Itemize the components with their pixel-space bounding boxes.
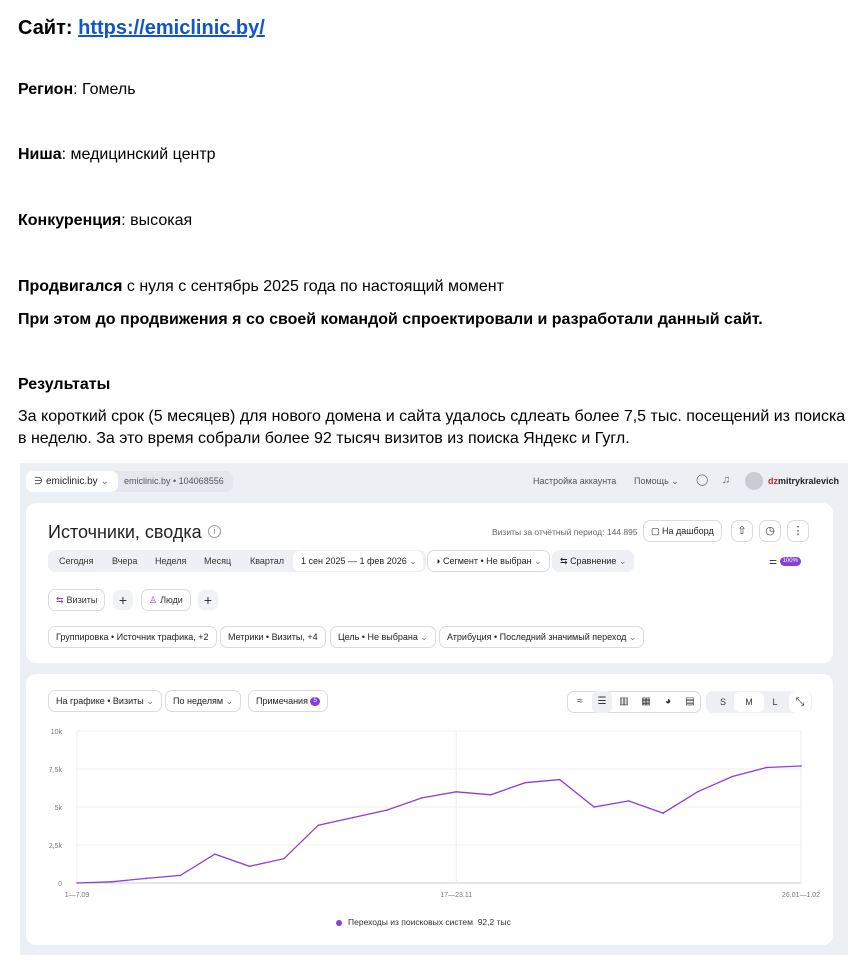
metric-people-label: Люди	[160, 595, 183, 605]
data-point	[283, 858, 285, 860]
data-point	[662, 812, 664, 814]
notes-label: Примечания	[256, 696, 308, 706]
more-icon[interactable]: ⋮	[787, 520, 809, 542]
user-name[interactable]	[768, 476, 839, 486]
site-link[interactable]: https://emiclinic.by/	[78, 17, 265, 39]
person-icon: ♙	[149, 595, 158, 605]
x-tick-label: 17—23.11	[440, 892, 473, 899]
chart-metric-label: На графике • Визиты	[56, 696, 144, 706]
chart-legend[interactable]	[336, 917, 511, 927]
data-point	[800, 765, 802, 767]
counter-id: emiclinic.by • 104068556	[124, 476, 224, 486]
help-menu[interactable]	[634, 476, 679, 487]
dashboard-icon: ▢	[651, 526, 660, 536]
chevron-down-icon: ⌄	[100, 476, 109, 487]
data-point	[111, 881, 113, 883]
compare-select[interactable]	[552, 550, 634, 572]
x-tick-label: 26.01—1.02	[781, 892, 821, 899]
pie-chart-icon[interactable]: ◕	[664, 696, 672, 707]
metric-visits-chip[interactable]	[48, 589, 105, 611]
metrics-select[interactable]: Метрики • Визиты, +4	[220, 626, 326, 648]
date-range: 1 сен 2025 — 1 фев 2026	[301, 556, 407, 566]
visits-line-chart	[26, 674, 833, 945]
region-value: : Гомель	[73, 81, 136, 98]
data-point	[386, 809, 388, 811]
share-icon[interactable]: ⇧	[731, 520, 753, 542]
period-week[interactable]: Неделя	[155, 556, 187, 566]
area-chart-icon[interactable]: ☰	[592, 691, 612, 713]
y-tick-label: 0	[58, 881, 62, 888]
date-range-picker[interactable]	[293, 551, 423, 571]
series-line	[77, 766, 801, 883]
to-dashboard-label: На дашборд	[662, 526, 714, 536]
segment-select[interactable]	[427, 550, 550, 572]
segment-icon: ◑	[435, 556, 441, 566]
competition-label: Конкуренция	[18, 212, 122, 229]
user-prefix: dz	[768, 476, 778, 486]
site-label: Сайт:	[18, 17, 73, 39]
sliders-icon: ⚌	[769, 556, 778, 566]
niche-value: : медицинский центр	[61, 146, 216, 163]
attribution-label: Атрибуция • Последний значимый переход	[447, 632, 627, 642]
page-title: Источники, сводка	[48, 522, 202, 542]
counter-select[interactable]	[26, 471, 118, 492]
compare-icon: ⇆	[560, 556, 568, 566]
chart-card	[26, 674, 833, 945]
chevron-down-icon: ⌄	[146, 696, 154, 706]
chevron-down-icon: ⌄	[420, 632, 428, 642]
goal-select[interactable]	[330, 626, 436, 648]
data-point	[318, 824, 320, 826]
data-point	[490, 794, 492, 796]
period-month[interactable]: Месяц	[204, 556, 232, 566]
chevron-down-icon: ⌄	[225, 696, 234, 706]
competition-value: : высокая	[121, 212, 193, 229]
niche-label: Ниша	[18, 146, 62, 163]
report-header-card	[26, 503, 833, 663]
notes-count: 5	[310, 697, 319, 706]
data-point	[455, 791, 457, 793]
promoted-line	[18, 278, 504, 296]
counter-switcher[interactable]	[26, 471, 233, 492]
sampling-control[interactable]	[765, 550, 805, 572]
data-point	[697, 791, 699, 793]
data-point	[249, 865, 251, 867]
niche-line	[18, 146, 216, 164]
data-point	[524, 782, 526, 784]
data-point	[421, 797, 423, 799]
y-tick-label: 2,5k	[48, 843, 62, 850]
add-metric-button[interactable]: +	[113, 590, 133, 610]
top-bar	[20, 463, 848, 499]
metric-people-chip[interactable]	[141, 589, 191, 611]
chat-icon[interactable]: ◯	[696, 474, 709, 486]
legend-label: Переходы из поисковых систем	[348, 917, 473, 927]
column-chart-icon[interactable]: ▤	[685, 696, 695, 707]
site-line	[18, 17, 265, 40]
region-line	[18, 81, 136, 99]
bell-icon[interactable]: ♫	[721, 474, 731, 486]
data-point	[145, 878, 147, 880]
info-icon[interactable]: i	[208, 525, 221, 538]
metrica-screenshot	[20, 463, 848, 955]
results-text: За короткий срок (5 месяцев) для нового домена и сайта удалось сдлеать более 7,5 тыс. посещений из поиска в неделю. За это время собрали более 92 тысяч визитов из поиска Яндекс и Гугл.	[18, 408, 846, 447]
collapse-icon[interactable]: ⤡	[789, 691, 811, 713]
period-selector	[48, 550, 426, 572]
grouping-select[interactable]: Группировка • Источник трафика, +2	[48, 626, 217, 648]
data-point	[559, 779, 561, 781]
visits-icon: ⇆	[56, 595, 64, 605]
bar-chart-icon[interactable]: ▥	[619, 696, 629, 707]
data-point	[593, 806, 595, 808]
data-point	[76, 882, 78, 884]
y-tick-label: 10k	[50, 729, 62, 736]
chevron-down-icon: ⌄	[671, 476, 679, 486]
legend-dot	[336, 920, 342, 926]
attribution-select[interactable]	[439, 626, 644, 648]
period-quarter[interactable]: Квартал	[250, 556, 285, 566]
chevron-down-icon: ⌄	[628, 632, 637, 642]
size-m[interactable]: M	[734, 692, 764, 712]
counter-site: emiclinic.by	[46, 476, 98, 487]
data-point	[352, 817, 354, 819]
chevron-down-icon: ⌄	[409, 556, 417, 566]
development-note: При этом до продвижения я со своей командой спроектировали и разработали данный сайт.	[18, 311, 763, 328]
period-yesterday[interactable]: Вчера	[112, 556, 138, 566]
legend-total: 92,2 тыс	[477, 917, 511, 927]
data-point	[731, 776, 733, 778]
y-tick-label: 5k	[54, 805, 62, 812]
data-point	[628, 800, 630, 802]
data-point	[214, 853, 216, 855]
granularity-label: По неделям	[173, 696, 224, 706]
account-settings-link[interactable]: Настройка аккаунта	[533, 476, 617, 486]
data-point	[180, 875, 182, 877]
history-icon[interactable]: ◷	[759, 520, 781, 542]
period-today[interactable]: Сегодня	[59, 556, 94, 566]
add-people-button[interactable]: +	[198, 590, 218, 610]
visits-period-total: Визиты за отчётный период: 144 895	[492, 527, 638, 537]
user-rest: mitrykralevich	[778, 476, 840, 486]
segment-label: Сегмент • Не выбран	[442, 556, 532, 566]
avatar[interactable]	[745, 472, 763, 490]
promoted-label: Продвигался	[18, 278, 123, 295]
help-label: Помощь	[634, 476, 669, 486]
y-tick-label: 7,5k	[48, 767, 62, 774]
chevron-down-icon: ⌄	[618, 556, 627, 566]
stacked-bar-icon[interactable]: ▦	[641, 696, 651, 707]
chevron-down-icon: ⌄	[534, 556, 542, 566]
to-dashboard-button[interactable]	[643, 520, 722, 542]
size-l[interactable]: L	[772, 697, 778, 707]
metrica-logo-icon: ∋	[34, 476, 43, 487]
data-point	[766, 767, 768, 769]
competition-line	[18, 212, 192, 230]
sampling-badge: 100%	[780, 557, 801, 566]
line-chart-icon[interactable]: ≈	[577, 696, 583, 707]
results-heading: Результаты	[18, 376, 111, 393]
metric-visits-label: Визиты	[66, 595, 98, 605]
goal-label: Цель • Не выбрана	[338, 632, 418, 642]
compare-label: Сравнение	[570, 556, 617, 566]
promoted-value: с нуля с сентябрь 2025 года по настоящий момент	[122, 278, 504, 295]
size-s[interactable]: S	[719, 697, 726, 707]
region-label: Регион	[18, 81, 74, 98]
x-tick-label: 1—7.09	[64, 892, 90, 899]
